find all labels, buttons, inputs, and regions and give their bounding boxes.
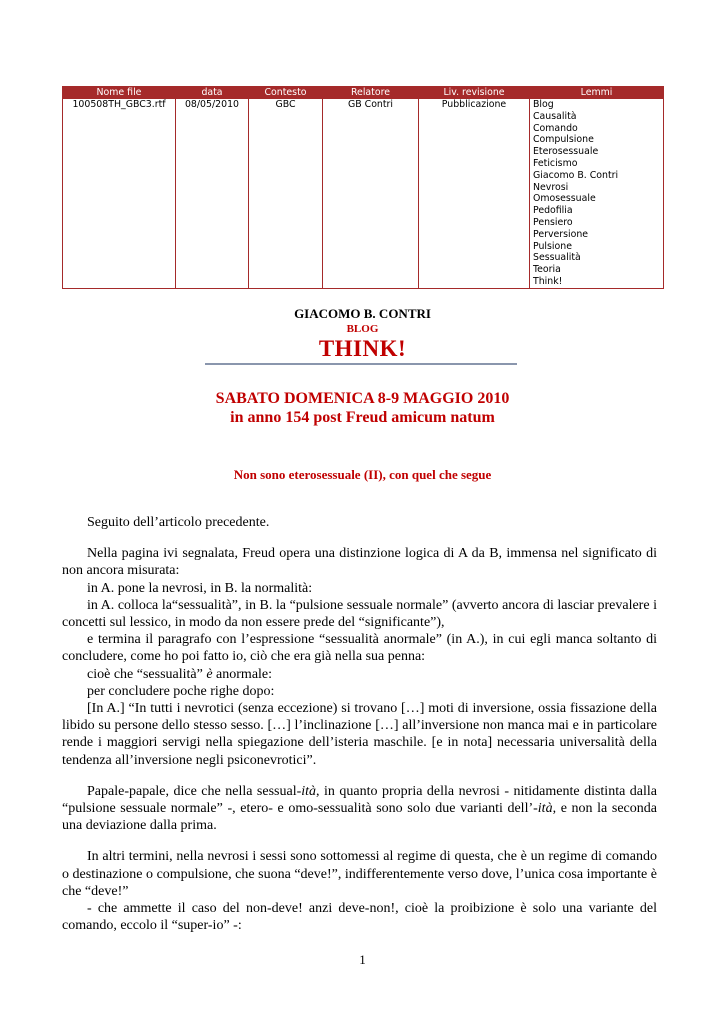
lemma-item: Pulsione xyxy=(533,240,572,252)
lemma-item: Think! xyxy=(533,275,563,287)
anno-heading: in anno 154 post Freud amicum natum xyxy=(230,409,495,426)
header-liv-revisione: Liv. revisione xyxy=(419,87,530,99)
article-subtitle: Non sono eterosessuale (II), con quel che segue xyxy=(233,467,492,482)
title-divider xyxy=(205,363,517,365)
paragraph: e termina il paragrafo con l’espressione “sessualità anormale” (in A.), in cui egli manca soltanto di concludere, come ho poi fatto io, ciò che era già nella sua penna: xyxy=(62,632,657,665)
metadata-table xyxy=(62,86,664,289)
metadata-header-row xyxy=(63,87,664,99)
cell-lemmi xyxy=(530,99,664,289)
paragraph: - che ammette il caso del non-deve! anzi deve-non!, cioè la proibizione è solo una variante del comando, eccolo il “super-io” -: xyxy=(62,901,657,934)
lemma-item: Feticismo xyxy=(533,157,578,169)
lemma-item: Giacomo B. Contri xyxy=(533,169,619,181)
author-name: GIACOMO B. CONTRI xyxy=(294,306,431,321)
lemma-item: Blog xyxy=(533,99,554,110)
lemma-item: Pedofilia xyxy=(533,205,573,217)
header-contesto: Contesto xyxy=(249,87,323,99)
paragraph: In altri termini, nella nevrosi i sessi sono sottomessi al regime di questa, che è un regime di comando o destinazione o compulsione, che suona “deve!”, indifferentemente verso dove, l’unica cosa importante è che “deve!” xyxy=(62,849,657,899)
article-body xyxy=(62,514,657,934)
lemma-item: Perversione xyxy=(533,228,589,240)
lemma-item: Pensiero xyxy=(533,216,573,228)
paragraph: [In A.] “In tutti i nevrotici (senza eccezione) si trovano […] moti di inversione, ossia fissazione della libido su persone dello stesso sesso. […] l’inclinazione […] all’inversione non manca mai e in particolare rende i maggiori servigi nella spiegazione dell’isteria maschile. [e in nota] necessaria universalità della tendenza all’inversione negli psiconevrotici”. xyxy=(62,701,657,768)
lemma-item: Comando xyxy=(533,122,578,134)
lemma-item: Compulsione xyxy=(533,134,594,146)
lemma-item: Eterosessuale xyxy=(533,146,599,158)
think-title: THINK! xyxy=(318,336,407,361)
lemma-item: Omosessuale xyxy=(533,193,596,205)
paragraph: per concludere poche righe dopo: xyxy=(87,683,275,699)
paragraph: in A. colloca la“sessualità”, in B. la “pulsione sessuale normale” (avverto ancora di lasciar prevalere i concetti sul lessico, in modo da non essere prede del “significante”), xyxy=(62,597,657,631)
blog-label: BLOG xyxy=(346,323,379,335)
paragraph: in A. pone la nevrosi, in B. la normalità: xyxy=(87,580,313,596)
page-number: 1 xyxy=(359,952,366,967)
lemma-item: Causalità xyxy=(533,110,577,122)
header-data: data xyxy=(176,87,249,99)
cell-liv-revisione: Pubblicazione xyxy=(419,99,530,289)
date-heading: SABATO DOMENICA 8-9 MAGGIO 2010 xyxy=(215,390,510,407)
cell-contesto: GBC xyxy=(249,99,323,289)
cell-nome-file: 100508TH_GBC3.rtf xyxy=(63,99,176,289)
table-row xyxy=(63,99,664,289)
lemma-item: Teoria xyxy=(533,264,561,276)
header-relatore: Relatore xyxy=(323,87,419,99)
paragraph: Seguito dell’articolo precedente. xyxy=(87,515,270,530)
lemma-item: Nevrosi xyxy=(533,181,569,193)
lemma-item: Sessualità xyxy=(533,252,581,264)
cell-data: 08/05/2010 xyxy=(176,99,249,289)
paragraph: Nella pagina ivi segnalata, Freud opera una distinzione logica di A da B, immensa nel significato di non ancora misurata: xyxy=(62,546,657,579)
header-lemmi: Lemmi xyxy=(530,87,664,99)
header-nome-file: Nome file xyxy=(63,87,176,99)
paragraph: Papale-papale, dice che nella sessual-ità, in quanto propria della nevrosi - nitidamente distinta dalla “pulsione sessuale normale” -, etero- e omo-sessualità sono solo due varianti dell’-ità, e non la seconda una deviazione dalla prima. xyxy=(62,783,657,834)
cell-relatore: GB Contri xyxy=(323,99,419,289)
paragraph: cioè che “sessualità” è anormale: xyxy=(87,666,273,682)
